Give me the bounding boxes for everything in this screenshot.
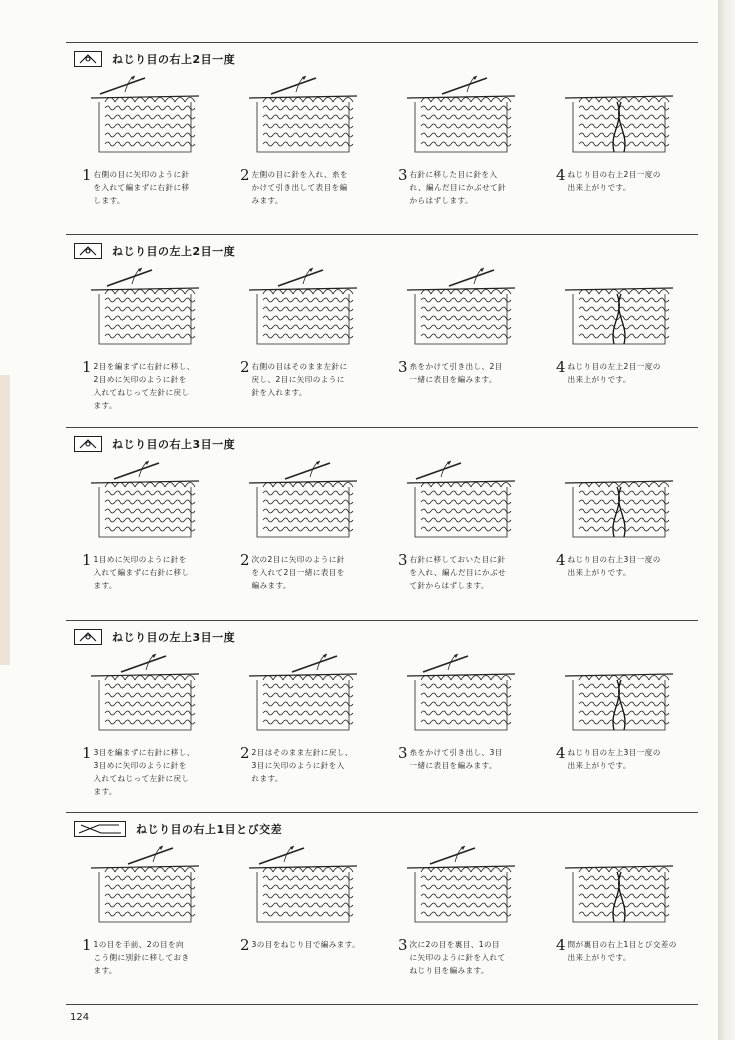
step-caption [398,746,536,772]
step-caption [398,168,536,207]
step-2 [224,264,382,412]
step-3 [382,264,540,412]
step-text: 右側の目に矢印のように針 を入れて編まずに右針に移 します。 [93,170,190,205]
step-text: 左側の目に針を入れ、糸を かけて引き出して表目を編 みます。 [251,170,348,205]
knitting-illustration [85,457,205,547]
bottom-rule [66,1004,698,1005]
step-1 [66,72,224,207]
step-2 [224,72,382,207]
section-header [74,820,282,838]
step-text: ねじり目の右上3目一度の 出来上がりです。 [567,555,661,577]
cross-1-skip-symbol-icon [74,821,126,837]
steps-row [66,457,698,592]
section-1 [66,42,698,232]
section-title: ねじり目の左上2目一度 [112,245,236,258]
section-title: ねじり目の右上1目とび交差 [136,823,283,836]
step-number: 1 [82,358,92,376]
knitting-illustration [243,650,363,740]
step-caption [82,553,220,592]
step-2 [224,457,382,592]
step-text: 問が裏目の右上1目とび交差の 出来上がりです。 [567,940,677,962]
step-number: 4 [556,551,566,569]
step-caption [240,938,378,952]
step-text: 次の2目に矢印のように針 を入れて2目一緒に表目を 編みます。 [251,555,345,590]
step-caption [556,168,694,194]
step-text: 1目めに矢印のように針を 入れて編まずに右針に移し ます。 [93,555,190,590]
section-header [74,628,235,646]
step-caption [556,360,694,386]
step-3 [382,650,540,798]
step-4 [540,650,698,798]
step-text: 2目はそのまま左針に戻し、 3目に矢印のように針を入 れます。 [251,748,353,783]
step-number: 2 [240,936,250,954]
knitting-illustration [559,457,679,547]
edge-tab-mark [0,375,10,665]
step-text: ねじり目の左上2目一度の 出来上がりです。 [567,362,661,384]
step-number: 1 [82,166,92,184]
knitting-illustration [559,650,679,740]
section-title: ねじり目の右上3目一度 [112,438,236,451]
knitting-illustration [243,457,363,547]
knitting-illustration [401,264,521,354]
step-caption [398,360,536,386]
step-caption [556,746,694,772]
step-caption [82,938,220,977]
left-decrease-2-symbol-icon [74,243,102,259]
section-rule [66,812,698,813]
step-caption [240,168,378,207]
book-spine [718,0,735,1040]
right-decrease-3-symbol-icon [74,436,102,452]
knitting-illustration [85,72,205,162]
step-caption [398,553,536,592]
step-caption [240,746,378,785]
section-title: ねじり目の左上3目一度 [112,631,236,644]
section-title: ねじり目の右上2目一度 [112,53,236,66]
step-2 [224,842,382,977]
step-text: 糸をかけて引き出し、2目 一緒に表目を編みます。 [409,362,503,384]
step-caption [398,938,536,977]
step-text: 糸をかけて引き出し、3目 一緒に表目を編みます。 [409,748,503,770]
steps-row [66,264,698,412]
step-number: 2 [240,744,250,762]
step-2 [224,650,382,798]
knitting-illustration [401,650,521,740]
steps-row [66,650,698,798]
step-3 [382,457,540,592]
step-caption [240,360,378,399]
step-text: ねじり目の右上2目一度の 出来上がりです。 [567,170,661,192]
step-text: 3目を編まずに右針に移し、 3目めに矢印のように針を 入れてねじって左針に戻し ます。 [93,748,195,796]
step-text: 1の目を手前、2の目を向 こう側に別針に移しておき ます。 [93,940,190,975]
step-number: 4 [556,358,566,376]
step-number: 2 [240,166,250,184]
knitting-illustration [243,842,363,932]
step-text: 2目を編まずに右針に移し、 2目めに矢印のように針を 入れてねじって左針に戻し ます。 [93,362,195,410]
section-header [74,435,235,453]
step-4 [540,842,698,977]
knitting-illustration [559,842,679,932]
step-1 [66,842,224,977]
step-number: 3 [398,936,408,954]
step-number: 3 [398,744,408,762]
section-header [74,242,235,260]
steps-row [66,72,698,207]
step-number: 2 [240,358,250,376]
section-3 [66,427,698,617]
step-caption [556,938,694,964]
section-header [74,50,235,68]
section-rule [66,620,698,621]
knitting-illustration [559,72,679,162]
step-text: 次に2の目を裏目、1の目 に矢印のように針を入れて ねじり目を編みます。 [409,940,506,975]
knitting-illustration [85,264,205,354]
step-caption [82,360,220,412]
section-4 [66,620,698,810]
step-4 [540,264,698,412]
step-number: 1 [82,936,92,954]
step-1 [66,457,224,592]
knitting-illustration [401,457,521,547]
step-number: 4 [556,744,566,762]
step-text: 右針に移しておいた目に針 を入れ、編んだ目にかぶせ て針からはずします。 [409,555,506,590]
section-2 [66,234,698,424]
section-5 [66,812,698,1002]
knitting-illustration [85,842,205,932]
step-number: 4 [556,166,566,184]
page-number: 124 [70,1012,90,1023]
section-rule [66,427,698,428]
step-number: 1 [82,551,92,569]
step-1 [66,264,224,412]
step-caption [240,553,378,592]
knitting-illustration [243,264,363,354]
step-caption [82,746,220,798]
step-4 [540,457,698,592]
step-number: 3 [398,358,408,376]
step-3 [382,842,540,977]
step-1 [66,650,224,798]
step-caption [556,553,694,579]
section-rule [66,42,698,43]
steps-row [66,842,698,977]
knitting-illustration [559,264,679,354]
step-caption [82,168,220,207]
section-rule [66,234,698,235]
step-text: 右針に移した目に針を入 れ、編んだ目にかぶせて針 からはずします。 [409,170,506,205]
step-text: 右側の目はそのまま左針に 戻し、2目に矢印のように 針を入れます。 [251,362,348,397]
step-number: 1 [82,744,92,762]
knitting-illustration [401,842,521,932]
left-decrease-3-symbol-icon [74,629,102,645]
step-3 [382,72,540,207]
step-text: ねじり目の左上3目一度の 出来上がりです。 [567,748,661,770]
knitting-illustration [401,72,521,162]
knitting-illustration [85,650,205,740]
step-number: 3 [398,166,408,184]
step-4 [540,72,698,207]
step-number: 3 [398,551,408,569]
step-number: 4 [556,936,566,954]
step-text: 3の目をねじり目で編みます。 [251,940,361,949]
knitting-illustration [243,72,363,162]
step-number: 2 [240,551,250,569]
right-decrease-2-symbol-icon [74,51,102,67]
